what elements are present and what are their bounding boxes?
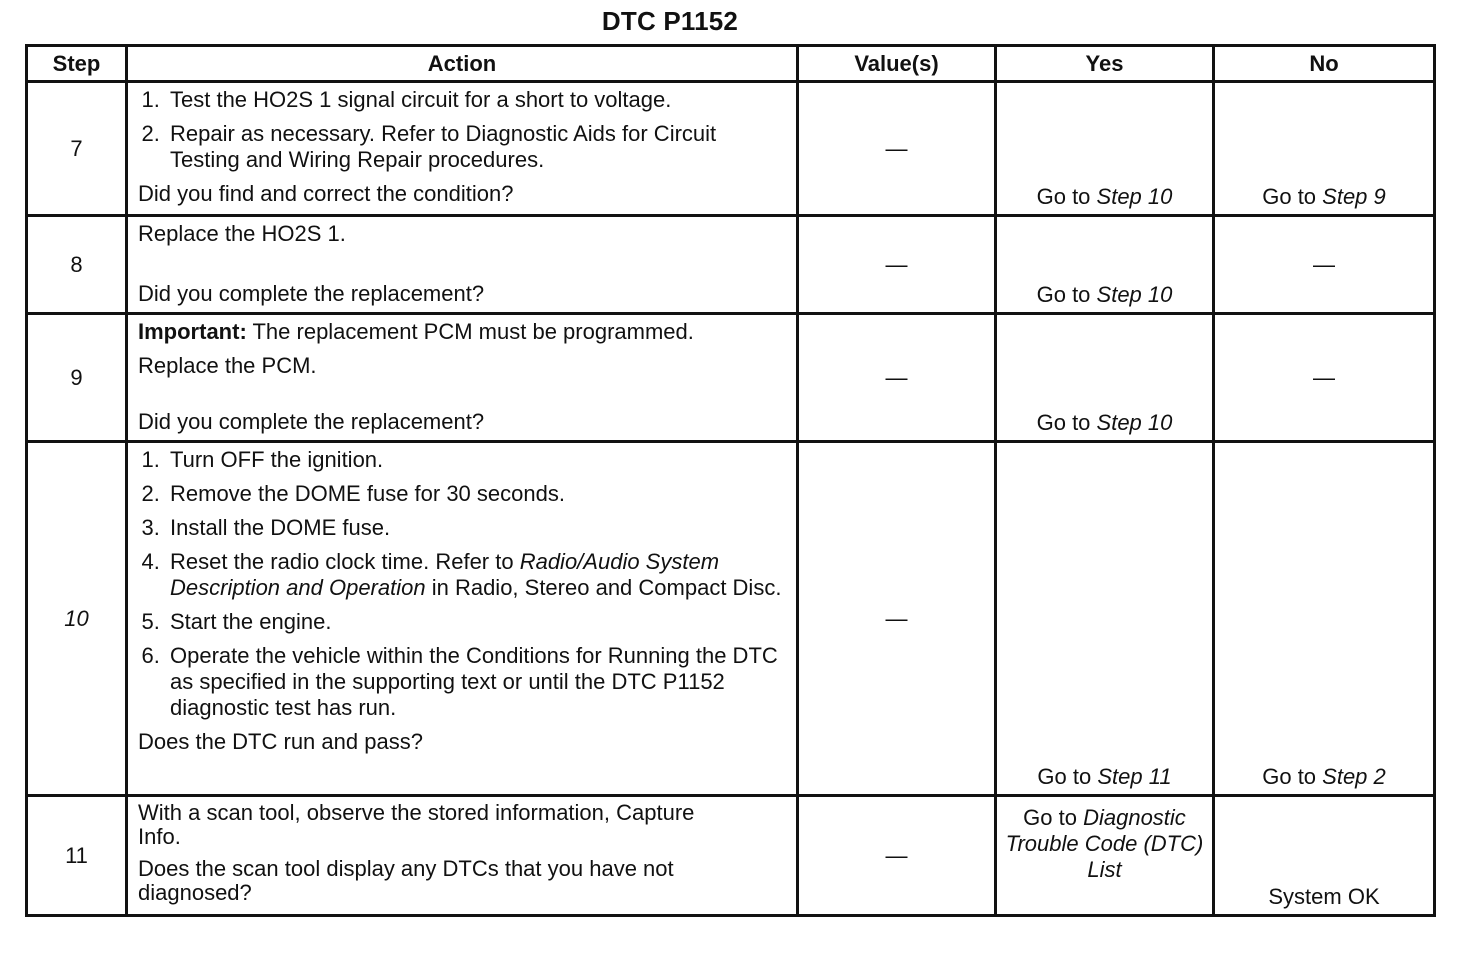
question-text: Does the scan tool display any DTCs that you have not diagnosed? bbox=[138, 856, 674, 905]
no-prefix: Go to bbox=[1262, 764, 1323, 789]
table-row-step-9 bbox=[27, 314, 1435, 442]
list-item bbox=[166, 549, 788, 601]
item4-reference[interactable]: Radio/Audio System Description and Operation bbox=[170, 549, 720, 600]
list-item: 6. Operate the vehicle within the Conditions for Running the DTC as specified in the supporting text or until the DTC P1152 diagnostic test has run. bbox=[166, 643, 788, 721]
step-number: 11 bbox=[27, 796, 127, 916]
no-cell bbox=[1214, 442, 1435, 796]
yes-step-link[interactable]: Step 10 bbox=[1096, 184, 1173, 209]
action-cell bbox=[127, 82, 798, 216]
yes-cell bbox=[996, 82, 1214, 216]
action-cell bbox=[127, 796, 798, 916]
action-text: Replace the PCM. bbox=[138, 353, 317, 378]
yes-prefix: Go to bbox=[1023, 805, 1084, 830]
diagnostic-table bbox=[25, 44, 1436, 917]
action-cell bbox=[127, 314, 798, 442]
yes-step-link[interactable]: Step 10 bbox=[1096, 282, 1173, 307]
no-cell bbox=[1214, 82, 1435, 216]
value-cell: — bbox=[798, 796, 996, 916]
action-list bbox=[138, 87, 788, 173]
no-step-link[interactable]: Step 9 bbox=[1322, 184, 1386, 209]
question-text: Did you find and correct the condition? bbox=[138, 181, 514, 206]
table-row-step-8 bbox=[27, 216, 1435, 314]
step-number: 8 bbox=[27, 216, 127, 314]
header-action: Action bbox=[127, 46, 798, 82]
yes-cell bbox=[996, 216, 1214, 314]
action-text: With a scan tool, observe the stored information, Capture Info. bbox=[138, 800, 695, 849]
question-text: Did you complete the replacement? bbox=[138, 281, 485, 306]
value-cell: — bbox=[798, 314, 996, 442]
list-item: 3. Install the DOME fuse. bbox=[166, 515, 788, 541]
item4-suffix: in Radio, Stereo and Compact Disc. bbox=[425, 575, 782, 600]
action-text: Replace the HO2S 1. bbox=[138, 221, 346, 246]
header-yes: Yes bbox=[996, 46, 1214, 82]
yes-dtc-list-link[interactable]: Diagnostic Trouble Code (DTC) List bbox=[1005, 805, 1204, 882]
no-cell: — bbox=[1214, 216, 1435, 314]
no-step-link[interactable]: Step 2 bbox=[1322, 764, 1386, 789]
value-cell: — bbox=[798, 442, 996, 796]
yes-step-link[interactable]: Step 10 bbox=[1096, 410, 1173, 435]
action-list bbox=[138, 447, 788, 721]
header-no: No bbox=[1214, 46, 1435, 82]
question-text: Did you complete the replacement? bbox=[138, 409, 485, 434]
step-number: 9 bbox=[27, 314, 127, 442]
no-prefix: Go to bbox=[1262, 184, 1323, 209]
value-cell: — bbox=[798, 216, 996, 314]
yes-prefix: Go to bbox=[1036, 282, 1097, 307]
yes-cell bbox=[996, 314, 1214, 442]
list-item: 2. Remove the DOME fuse for 30 seconds. bbox=[166, 481, 788, 507]
step-number: 10 bbox=[27, 442, 127, 796]
header-values: Value(s) bbox=[798, 46, 996, 82]
yes-step-link[interactable]: Step 11 bbox=[1097, 764, 1172, 789]
list-item: 2. Repair as necessary. Refer to Diagnostic Aids for Circuit Testing and Wiring Repair procedures. bbox=[166, 121, 788, 173]
step-number: 7 bbox=[27, 82, 127, 216]
important-note bbox=[138, 319, 788, 345]
table-row-step-10 bbox=[27, 442, 1435, 796]
important-text: The replacement PCM must be programmed. bbox=[246, 319, 694, 344]
action-cell bbox=[127, 216, 798, 314]
table-row-step-7 bbox=[27, 82, 1435, 216]
list-item: 5. Start the engine. bbox=[166, 609, 788, 635]
header-row bbox=[27, 46, 1435, 82]
table-row-step-11 bbox=[27, 796, 1435, 916]
yes-cell bbox=[996, 442, 1214, 796]
yes-prefix: Go to bbox=[1037, 764, 1098, 789]
question-text: Does the DTC run and pass? bbox=[138, 729, 423, 754]
yes-prefix: Go to bbox=[1036, 184, 1097, 209]
item4-prefix: Reset the radio clock time. Refer to bbox=[170, 549, 520, 574]
value-cell: — bbox=[798, 82, 996, 216]
action-cell bbox=[127, 442, 798, 796]
list-item: 1. Test the HO2S 1 signal circuit for a short to voltage. bbox=[166, 87, 788, 113]
header-step: Step bbox=[27, 46, 127, 82]
yes-cell bbox=[996, 796, 1214, 916]
no-cell: System OK bbox=[1214, 796, 1435, 916]
yes-prefix: Go to bbox=[1036, 410, 1097, 435]
page-title: DTC P1152 bbox=[601, 6, 739, 36]
list-item: 1. Turn OFF the ignition. bbox=[166, 447, 788, 473]
important-label: Important: bbox=[138, 319, 247, 344]
no-cell: — bbox=[1214, 314, 1435, 442]
